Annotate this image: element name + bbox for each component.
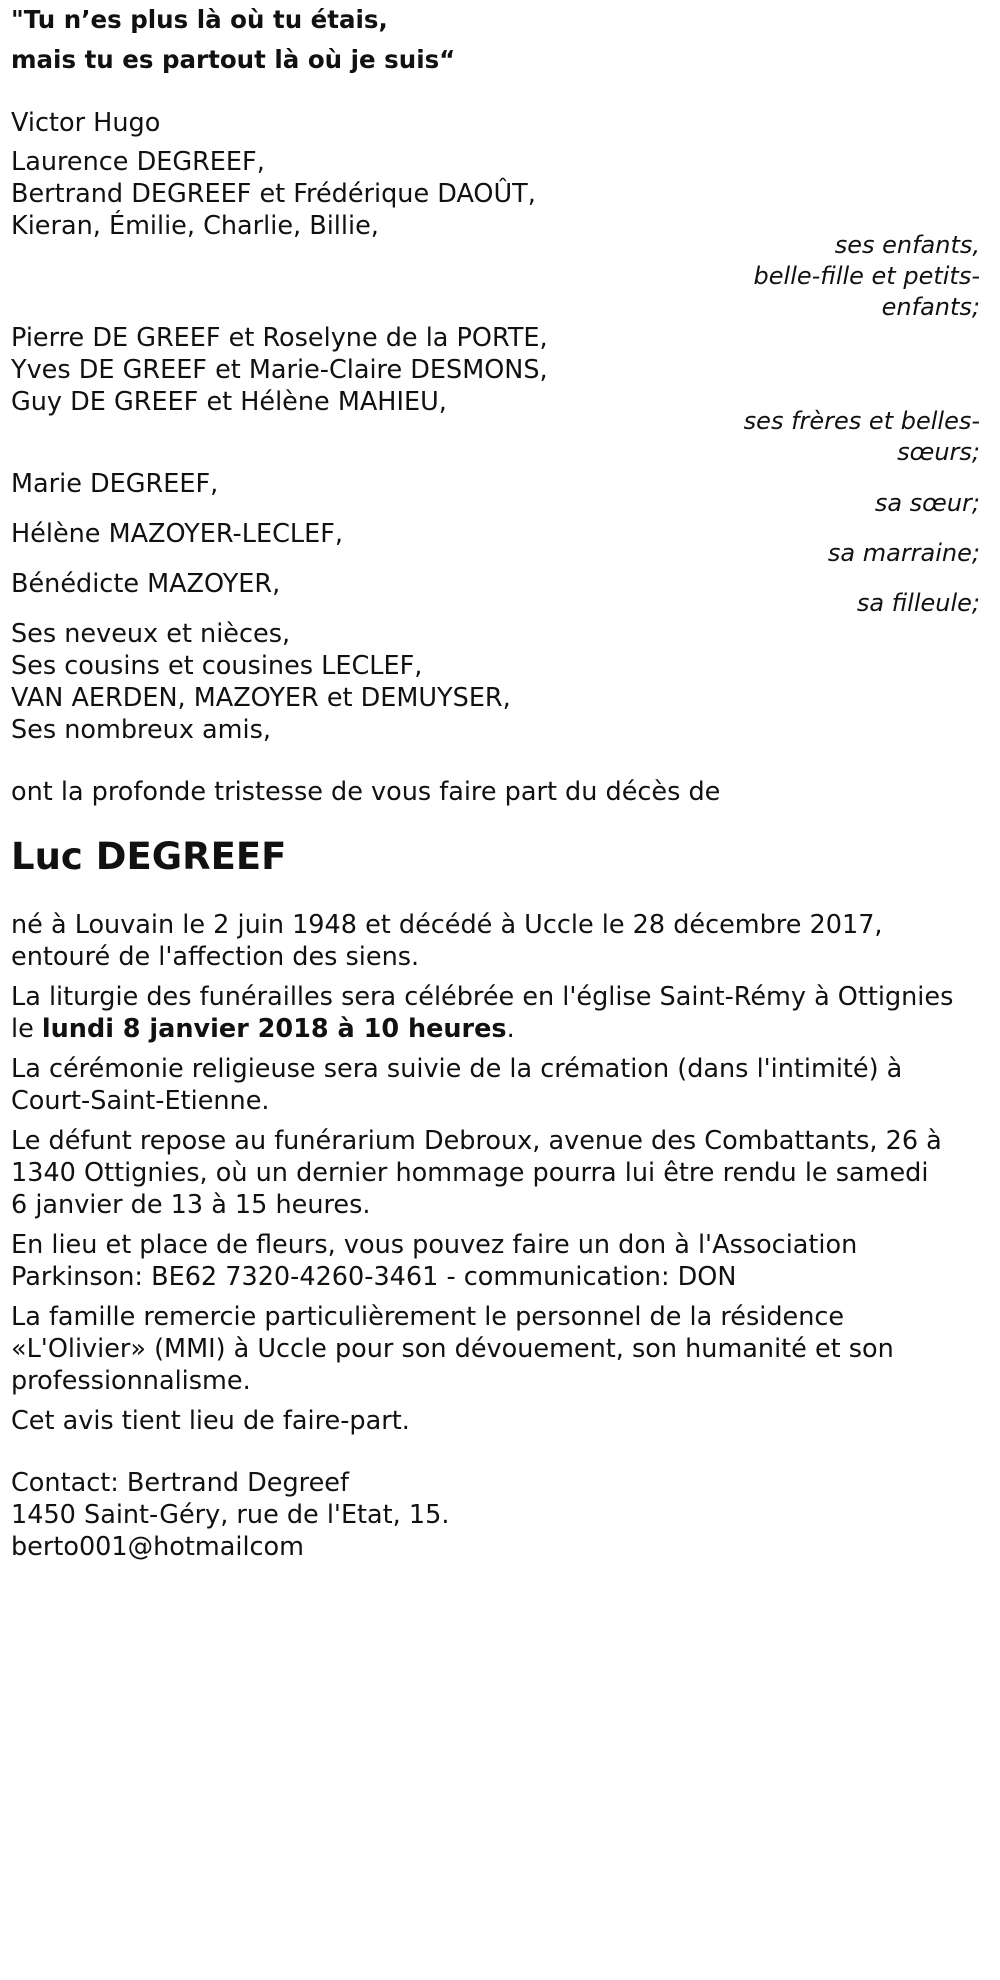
contact-address: 1450 Saint-Géry, rue de l'Etat, 15.: [11, 1500, 450, 1530]
siblings-role: sœurs;: [897, 438, 980, 466]
donation-line: En lieu et place de fleurs, vous pouvez faire un don à l'Association: [11, 1230, 858, 1260]
birth-death-line: né à Louvain le 2 juin 1948 et décédé à Uccle le 28 décembre 2017,: [11, 910, 883, 940]
children-line: Bertrand DEGREEF et Frédérique DAOÛT,: [11, 179, 536, 209]
relatives-line: Ses cousins et cousines LECLEF,: [11, 651, 423, 681]
notice-line: Cet avis tient lieu de faire-part.: [11, 1406, 410, 1436]
quote-line: "Tu n’es plus là où tu étais,: [11, 5, 388, 34]
donation-line: Parkinson: BE62 7320-4260-3461 - communication: DON: [11, 1262, 737, 1292]
siblings-line: Pierre DE GREEF et Roselyne de la PORTE,: [11, 323, 548, 353]
ceremony-line: La cérémonie religieuse sera suivie de la crémation (dans l'intimité) à: [11, 1054, 903, 1084]
announcement: ont la profonde tristesse de vous faire part du décès de: [11, 777, 721, 807]
funeral-date-prefix: le: [11, 1014, 42, 1044]
repose-line: 1340 Ottignies, où un dernier hommage pourra lui être rendu le samedi: [11, 1158, 929, 1188]
thanks-line: professionnalisme.: [11, 1366, 251, 1396]
children-role: belle-fille et petits-: [753, 262, 980, 290]
repose-line: 6 janvier de 13 à 15 heures.: [11, 1190, 371, 1220]
quote-author: Victor Hugo: [11, 108, 161, 138]
relatives-line: VAN AERDEN, MAZOYER et DEMUYSER,: [11, 683, 511, 713]
birth-death-line: entouré de l'affection des siens.: [11, 942, 420, 972]
funeral-date-suffix: .: [506, 1014, 515, 1044]
children-role: enfants;: [881, 293, 980, 321]
siblings-role: ses frères et belles-: [743, 407, 980, 435]
children-role: ses enfants,: [834, 231, 980, 259]
godmother-role: sa marraine;: [827, 539, 980, 567]
thanks-line: «L'Olivier» (MMI) à Uccle pour son dévouement, son humanité et son: [11, 1334, 894, 1364]
contact-email: berto001@hotmailcom: [11, 1532, 304, 1562]
godmother-name: Hélène MAZOYER-LECLEF,: [11, 519, 343, 549]
sister-role: sa sœur;: [874, 489, 980, 517]
funeral-date-line: [11, 1013, 515, 1045]
children-line: Kieran, Émilie, Charlie, Billie,: [11, 211, 379, 241]
funeral-line: La liturgie des funérailles sera célébrée en l'église Saint-Rémy à Ottignies: [11, 982, 954, 1012]
repose-line: Le défunt repose au funérarium Debroux, avenue des Combattants, 26 à: [11, 1126, 942, 1156]
relatives-line: Ses nombreux amis,: [11, 715, 271, 745]
thanks-line: La famille remercie particulièrement le personnel de la résidence: [11, 1302, 845, 1332]
goddaughter-role: sa filleule;: [856, 589, 980, 617]
children-line: Laurence DEGREEF,: [11, 147, 265, 177]
relatives-line: Ses neveux et nièces,: [11, 619, 291, 649]
quote-line: mais tu es partout là où je suis“: [11, 45, 456, 74]
deceased-name: Luc DEGREEF: [11, 835, 287, 878]
contact-name: Contact: Bertrand Degreef: [11, 1468, 349, 1498]
funeral-date: lundi 8 janvier 2018 à 10 heures: [41, 1014, 507, 1044]
siblings-line: Yves DE GREEF et Marie-Claire DESMONS,: [11, 355, 548, 385]
ceremony-line: Court-Saint-Etienne.: [11, 1086, 270, 1116]
goddaughter-name: Bénédicte MAZOYER,: [11, 569, 281, 599]
sister-name: Marie DEGREEF,: [11, 469, 219, 499]
siblings-line: Guy DE GREEF et Hélène MAHIEU,: [11, 387, 447, 417]
